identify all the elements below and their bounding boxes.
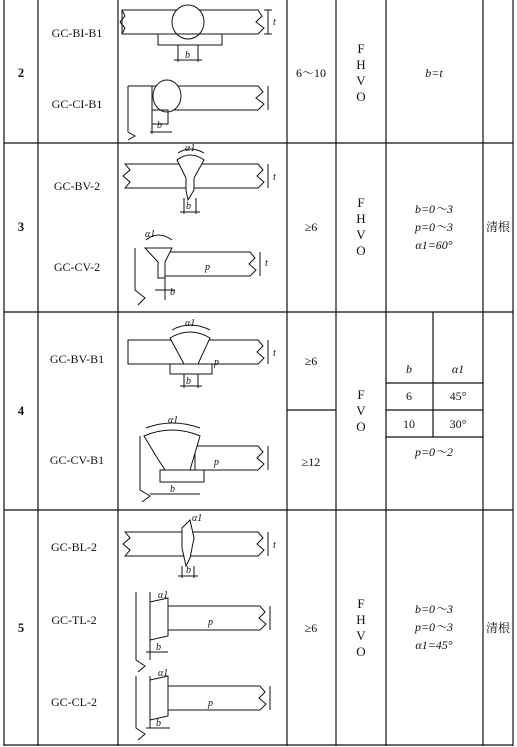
joint-code: GC-TL-2 — [51, 613, 97, 627]
drawing-label-t: t — [273, 17, 276, 28]
param-line: b=0～3 — [414, 602, 454, 616]
subtable-cell: 30° — [449, 417, 467, 431]
drawing-label-a1: α1 — [145, 229, 156, 240]
drawing-label-p: p — [214, 357, 219, 368]
drawing-label-b: b — [156, 642, 161, 653]
param-line: α1=60° — [415, 238, 453, 252]
weld-diagram-butt-v — [123, 149, 268, 214]
thickness-value: ≥6 — [304, 354, 318, 368]
thickness-value: ≥6 — [304, 220, 318, 234]
weld-positions: F H V O — [356, 41, 366, 104]
joint-code: GC-CV-2 — [53, 260, 101, 274]
drawing-label-b: b — [170, 484, 175, 495]
weld-diagram-corner-v — [135, 235, 260, 305]
drawing-label-a1: α1 — [158, 668, 169, 679]
drawing-label-b: b — [170, 287, 175, 298]
param-line: b=t — [425, 66, 443, 80]
weld-diagram-butt-i-backing — [120, 5, 272, 62]
drawing-label-a1: α1 — [185, 143, 196, 154]
drawing-label-p: p — [205, 262, 210, 273]
param-line: p=0～3 — [414, 220, 454, 234]
drawing-label-a1: α1 — [168, 415, 179, 426]
drawing-label-a1: α1 — [185, 318, 196, 329]
drawing-label-b: b — [156, 718, 161, 729]
param-line: b=0～3 — [414, 202, 454, 216]
joint-code: GC-BI-B1 — [51, 26, 103, 40]
param-line: α1=45° — [415, 638, 453, 652]
row-number: 4 — [17, 403, 25, 418]
drawing-label-a1: α1 — [158, 590, 169, 601]
drawing-label-b: b — [186, 201, 191, 212]
drawing-label-b: b — [157, 120, 162, 131]
drawing-label-b: b — [186, 376, 191, 387]
weld-diagram-corner-i-backing — [128, 80, 268, 140]
joint-code: GC-BV-B1 — [49, 352, 105, 366]
drawing-label-t: t — [273, 348, 276, 359]
drawing-label-t: t — [273, 172, 276, 183]
joint-code: GC-CL-2 — [51, 695, 97, 709]
weld-positions: F H V O — [356, 596, 366, 659]
row-number: 5 — [17, 620, 25, 635]
joint-code: GC-CV-B1 — [49, 453, 105, 467]
subtable-header: b — [406, 362, 412, 376]
drawing-label-p: p — [208, 617, 213, 628]
weld-diagram-corner-v-backing — [140, 423, 268, 502]
drawing-label-t: t — [273, 540, 276, 551]
drawing-label-t: t — [265, 258, 268, 269]
row-number: 2 — [17, 65, 25, 80]
drawing-label-b: b — [185, 50, 190, 61]
joint-code: GC-BL-2 — [51, 540, 97, 554]
drawing-label-b: b — [186, 565, 191, 576]
drawing-label-a1: α1 — [192, 513, 203, 524]
joint-code: GC-BV-2 — [53, 179, 101, 193]
note-text: 清根 — [485, 220, 511, 234]
weld-positions: F H V O — [356, 195, 366, 258]
weld-diagram-corner-l — [136, 676, 270, 740]
param-line: p=0～3 — [414, 620, 454, 634]
drawing-label-p: p — [208, 698, 213, 709]
thickness-value: ≥6 — [304, 621, 318, 635]
joint-code: GC-CI-B1 — [51, 97, 103, 111]
subtable-cell: 45° — [449, 389, 467, 403]
weld-diagram-butt-v-backing — [128, 325, 268, 388]
thickness-value: ≥12 — [301, 455, 321, 469]
weld-diagram-butt-l — [123, 520, 268, 578]
thickness-value: 6～10 — [295, 66, 327, 80]
weld-diagram-tee-l — [136, 592, 270, 672]
drawing-label-p: p — [214, 457, 219, 468]
subtable-cell: 6 — [406, 389, 412, 403]
note-text: 清根 — [485, 621, 511, 635]
subtable-header: α1 — [451, 362, 465, 376]
subtable-footer: p=0～2 — [414, 445, 454, 459]
weld-positions: F V O — [356, 387, 366, 434]
subtable-cell: 10 — [403, 417, 415, 431]
row-number: 3 — [17, 219, 25, 234]
